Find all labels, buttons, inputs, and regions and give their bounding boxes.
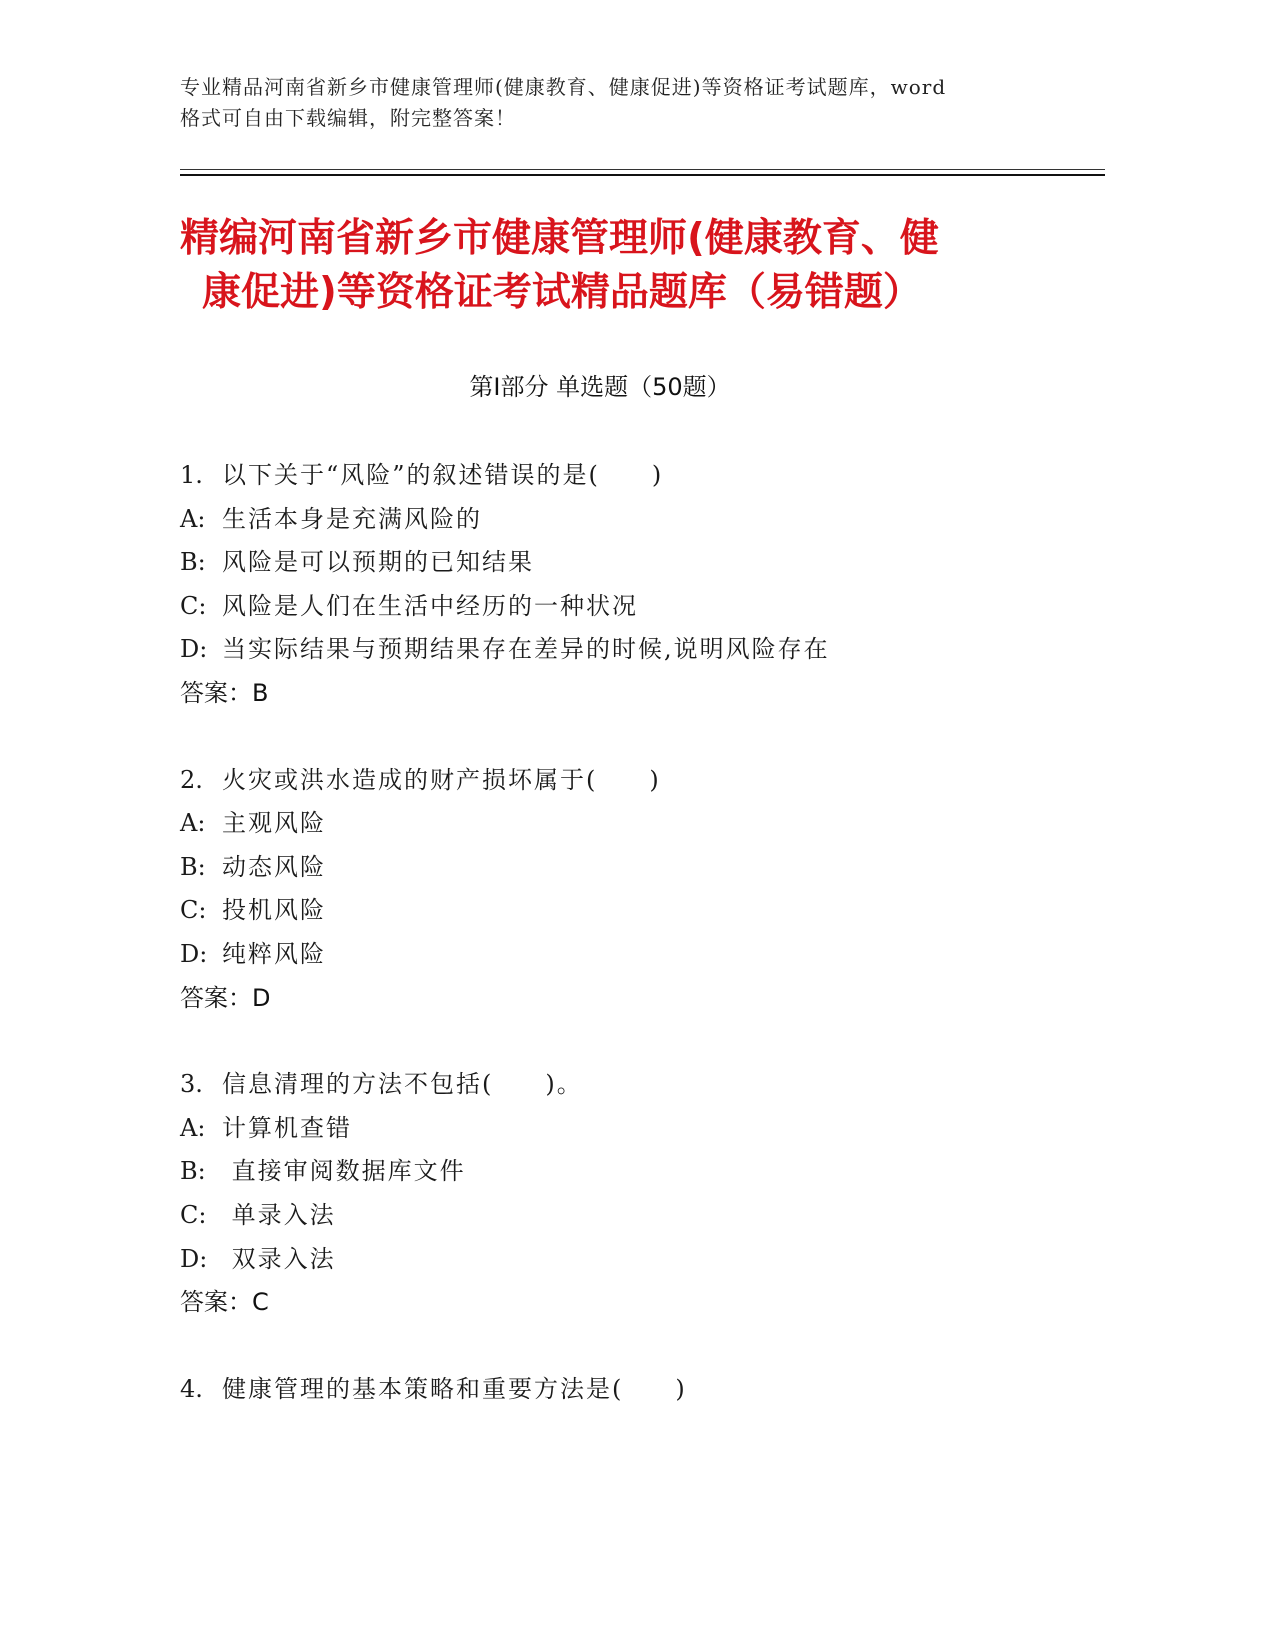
option-text: 风险是可以预期的已知结果 bbox=[222, 548, 534, 577]
header-note-line-1: 专业精品河南省新乡市健康管理师(健康教育、健康促进)等资格证考试题库，word bbox=[180, 75, 947, 99]
option-label: B: bbox=[180, 548, 206, 577]
option-text: 生活本身是充满风险的 bbox=[222, 504, 482, 533]
option-text: 当实际结果与预期结果存在差异的时候,说明风险存在 bbox=[222, 635, 830, 664]
option-b bbox=[180, 1150, 1100, 1194]
option-label: B: bbox=[180, 1157, 206, 1186]
header-rule-thin bbox=[180, 169, 1105, 170]
option-c bbox=[180, 585, 1100, 629]
option-text: 纯粹风险 bbox=[222, 939, 326, 968]
header-rule-thick bbox=[180, 174, 1105, 176]
option-label: A: bbox=[180, 504, 206, 533]
option-text: 风险是人们在生活中经历的一种状况 bbox=[222, 591, 638, 620]
option-c bbox=[180, 889, 1100, 933]
option-label: A: bbox=[180, 1113, 206, 1142]
option-label: C: bbox=[180, 591, 207, 620]
option-text: 直接审阅数据库文件 bbox=[222, 1157, 466, 1186]
title-line-2: 康促进)等资格证考试精品题库（易错题） bbox=[202, 270, 922, 315]
option-a bbox=[180, 1107, 1100, 1151]
option-text: 主观风险 bbox=[222, 809, 326, 838]
document-title bbox=[180, 212, 1080, 320]
answer-text: 答案：C bbox=[180, 1288, 269, 1317]
option-text: 计算机查错 bbox=[222, 1113, 352, 1142]
question-number: 3. bbox=[180, 1070, 203, 1099]
question-text: 信息清理的方法不包括( )。 bbox=[222, 1070, 583, 1099]
option-label: A: bbox=[180, 809, 206, 838]
option-label: C: bbox=[180, 896, 207, 925]
title-line-1: 精编河南省新乡市健康管理师(健康教育、健 bbox=[180, 216, 939, 261]
option-a bbox=[180, 802, 1100, 846]
question-list bbox=[180, 454, 1100, 1454]
question-number: 4. bbox=[180, 1374, 203, 1403]
question-number: 2. bbox=[180, 765, 203, 794]
option-d bbox=[180, 1238, 1100, 1282]
answer-text: 答案：B bbox=[180, 678, 269, 707]
question-stem bbox=[180, 454, 1100, 498]
option-label: C: bbox=[180, 1200, 207, 1229]
option-label: D: bbox=[180, 635, 208, 664]
question-text: 火灾或洪水造成的财产损坏属于( ) bbox=[222, 765, 661, 794]
option-a bbox=[180, 498, 1100, 542]
header-note bbox=[180, 72, 1060, 134]
question-2 bbox=[180, 759, 1100, 1021]
option-label: D: bbox=[180, 939, 208, 968]
question-3 bbox=[180, 1063, 1100, 1325]
option-b bbox=[180, 541, 1100, 585]
option-text: 单录入法 bbox=[222, 1200, 336, 1229]
question-stem bbox=[180, 759, 1100, 803]
option-d bbox=[180, 933, 1100, 977]
option-label: B: bbox=[180, 852, 206, 881]
question-4 bbox=[180, 1368, 1100, 1412]
option-label: D: bbox=[180, 1244, 208, 1273]
question-stem bbox=[180, 1368, 1100, 1412]
question-stem bbox=[180, 1063, 1100, 1107]
section-title: 第Ⅰ部分 单选题（50题） bbox=[469, 373, 731, 401]
header-note-line-2: 格式可自由下载编辑，附完整答案！ bbox=[180, 106, 516, 130]
option-d bbox=[180, 628, 1100, 672]
question-number: 1. bbox=[180, 461, 203, 489]
option-c bbox=[180, 1194, 1100, 1238]
option-b bbox=[180, 846, 1100, 890]
question-text: 健康管理的基本策略和重要方法是( ) bbox=[222, 1374, 687, 1403]
option-text: 动态风险 bbox=[222, 852, 326, 881]
option-text: 投机风险 bbox=[222, 896, 326, 925]
question-1 bbox=[180, 454, 1100, 716]
option-text: 双录入法 bbox=[222, 1244, 336, 1273]
question-text: 以下关于“风险”的叙述错误的是( ) bbox=[222, 461, 664, 489]
answer-text: 答案：D bbox=[180, 983, 271, 1012]
